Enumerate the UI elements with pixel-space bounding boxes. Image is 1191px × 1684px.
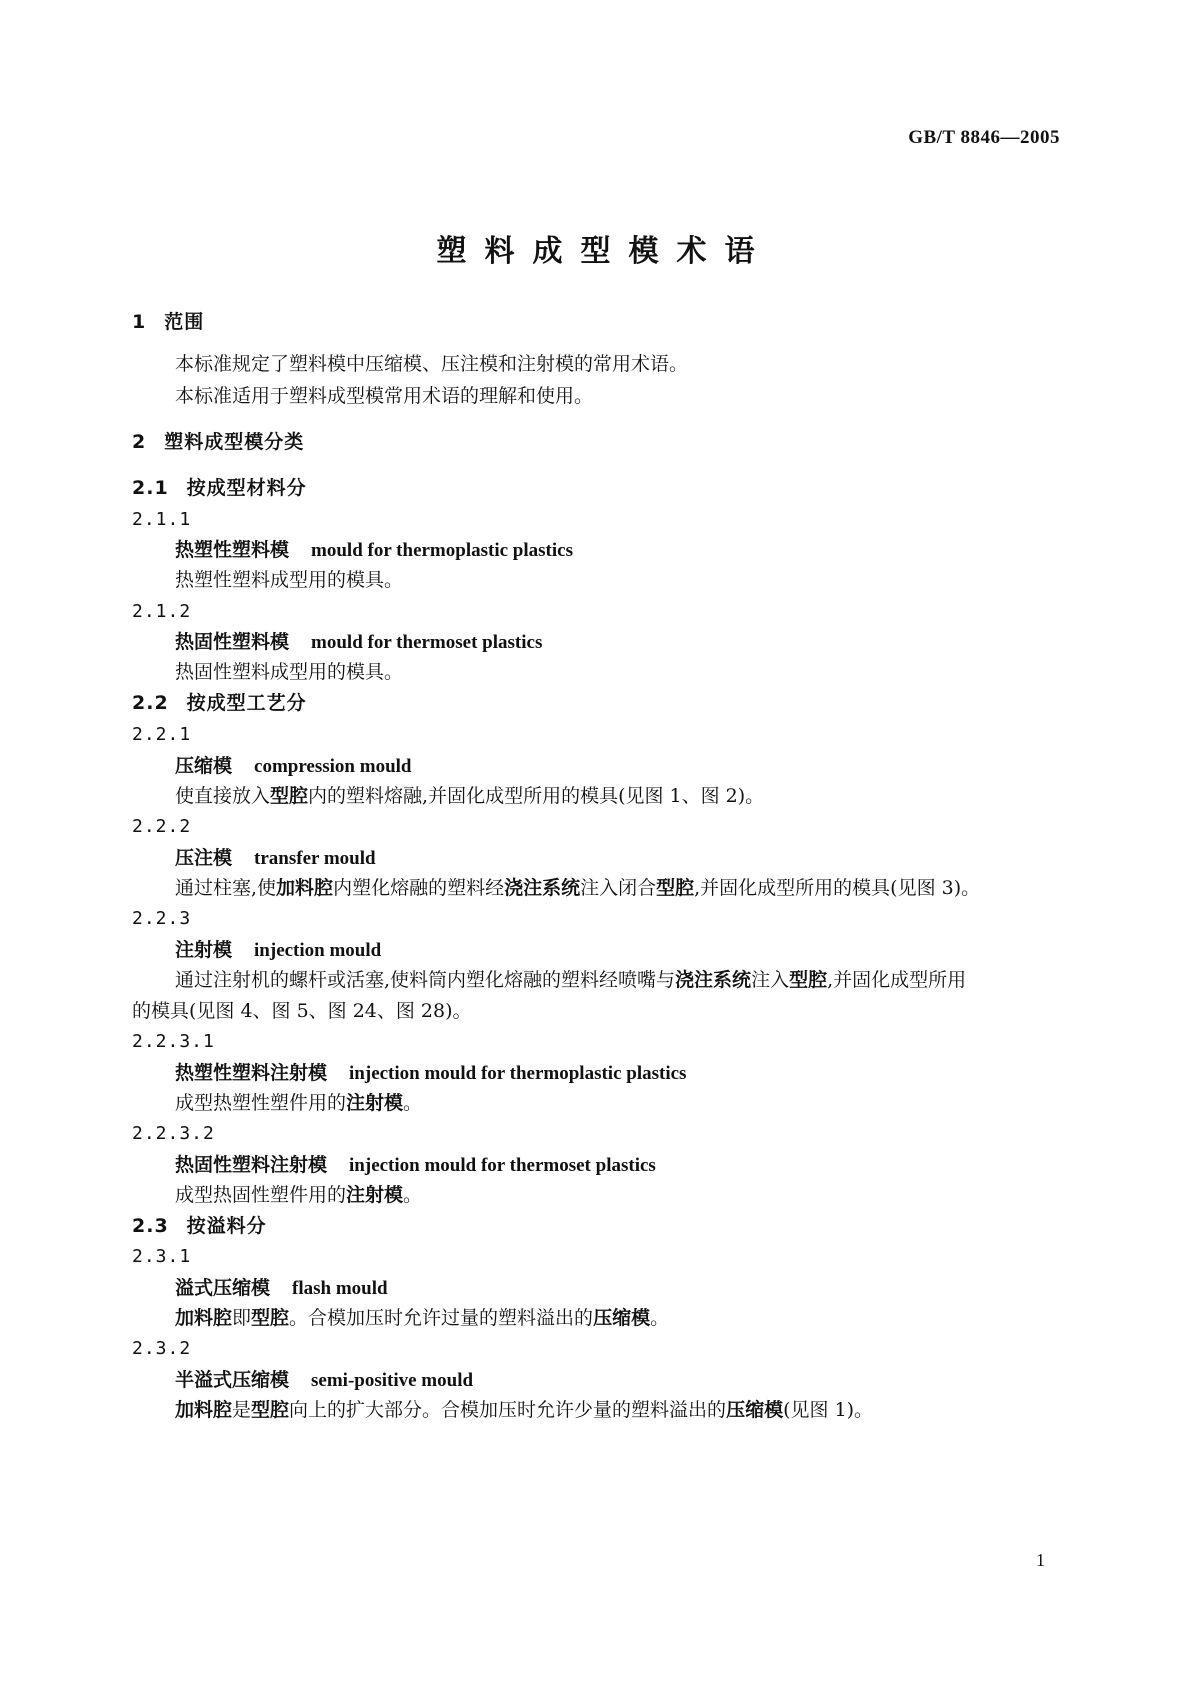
term-english: mould for thermoset plastics (311, 632, 543, 653)
cross-reference: 型腔 (656, 877, 695, 899)
subsection-heading (132, 1214, 267, 1238)
subsection-title: 按成型工艺分 (186, 692, 307, 714)
definition-text: 成型热塑性塑件用的 (175, 1092, 347, 1114)
definition-text: 。 (403, 1092, 423, 1114)
definition-text: 通过柱塞,使 (175, 877, 277, 899)
definition-text: 内塑化熔融的塑料经 (333, 877, 505, 899)
term-definition (175, 1091, 422, 1115)
cross-reference: 加料腔 (175, 1399, 233, 1421)
subsection-heading (132, 476, 307, 500)
term-number: 2.3.2 (132, 1338, 192, 1359)
definition-text: 注入闭合 (580, 877, 657, 899)
definition-text: 。合模加压时允许过量的塑料溢出的 (289, 1307, 594, 1329)
term-number: 2.1.2 (132, 601, 192, 622)
definition-text: 向上的扩大部分。合模加压时允许少量的塑料溢出的 (289, 1399, 727, 1421)
subsection-title: 按溢料分 (186, 1215, 267, 1237)
term-chinese: 溢式压缩模 (175, 1277, 271, 1299)
definition-text: 内的塑料熔融,并固化成型所用的模具(见图 1、图 2)。 (308, 785, 765, 807)
term-english: injection mould (254, 940, 382, 961)
term-definition (175, 1398, 873, 1422)
term-number: 2.2.1 (132, 724, 192, 745)
term-english: semi-positive mould (311, 1370, 474, 1391)
cross-reference: 加料腔 (276, 877, 334, 899)
definition-text: 。 (403, 1184, 423, 1206)
section-title: 塑料成型模分类 (164, 431, 305, 453)
term-number: 2.2.3 (132, 908, 192, 929)
term-entry (175, 754, 412, 779)
term-number: 2.2.3.1 (132, 1031, 215, 1052)
term-chinese: 热塑性塑料模 (175, 539, 290, 561)
term-definition (175, 876, 980, 900)
section-heading (132, 310, 204, 334)
term-english: injection mould for thermoplastic plastics (349, 1063, 687, 1084)
term-chinese: 半溢式压缩模 (175, 1369, 290, 1391)
paragraph: 本标准规定了塑料模中压缩模、压注模和注射模的常用术语。 (175, 353, 689, 375)
section-title: 范围 (164, 311, 205, 333)
definition-text: 。 (650, 1307, 670, 1329)
paragraph: 本标准适用于塑料成型模常用术语的理解和使用。 (175, 385, 594, 407)
term-number: 2.2.2 (132, 816, 192, 837)
definition-text: (见图 1)。 (783, 1399, 874, 1421)
term-chinese: 热固性塑料注射模 (175, 1154, 328, 1176)
page-number: 1 (1036, 1550, 1045, 1570)
term-definition: 热塑性塑料成型用的模具。 (175, 569, 404, 591)
document-title: 塑料成型模术语 (436, 234, 773, 269)
term-definition (175, 784, 764, 808)
term-chinese: 压缩模 (175, 755, 233, 777)
cross-reference: 型腔 (789, 969, 828, 991)
subsection-number: 2.3 (132, 1215, 169, 1237)
term-definition (175, 1183, 422, 1207)
term-chinese: 热固性塑料模 (175, 631, 290, 653)
term-chinese: 热塑性塑料注射模 (175, 1062, 328, 1084)
term-english: mould for thermoplastic plastics (311, 540, 573, 561)
cross-reference: 型腔 (270, 785, 309, 807)
definition-text: 使直接放入 (175, 785, 271, 807)
term-chinese: 注射模 (175, 939, 233, 961)
definition-text: ,并固化成型所用 (827, 969, 967, 991)
definition-text: 注入 (751, 969, 790, 991)
cross-reference: 浇注系统 (675, 969, 752, 991)
term-entry (175, 1368, 473, 1393)
cross-reference: 注射模 (346, 1092, 404, 1114)
subsection-number: 2.1 (132, 477, 169, 499)
term-english: flash mould (292, 1278, 388, 1299)
term-definition (175, 968, 966, 992)
cross-reference: 压缩模 (726, 1399, 784, 1421)
cross-reference: 型腔 (251, 1307, 290, 1329)
definition-text: 是 (232, 1399, 252, 1421)
term-entry (175, 538, 573, 563)
term-entry (175, 846, 376, 871)
definition-continuation: 的模具(见图 4、图 5、图 24、图 28)。 (132, 1000, 472, 1022)
section-number: 2 (132, 431, 147, 453)
term-entry (175, 938, 381, 963)
term-entry (175, 1153, 656, 1178)
term-definition: 热固性塑料成型用的模具。 (175, 661, 404, 683)
term-english: injection mould for thermoset plastics (349, 1155, 656, 1176)
term-english: compression mould (254, 756, 412, 777)
subsection-heading (132, 691, 307, 715)
subsection-number: 2.2 (132, 692, 169, 714)
definition-text: ,并固化成型所用的模具(见图 3)。 (694, 877, 981, 899)
term-english: transfer mould (254, 848, 376, 869)
term-chinese: 压注模 (175, 847, 233, 869)
section-number: 1 (132, 311, 147, 333)
standard-number: GB/T 8846—2005 (908, 127, 1060, 148)
section-heading (132, 430, 304, 454)
term-definition (175, 1306, 669, 1330)
subsection-title: 按成型材料分 (186, 477, 307, 499)
term-entry (175, 630, 542, 655)
cross-reference: 加料腔 (175, 1307, 233, 1329)
cross-reference: 压缩模 (593, 1307, 651, 1329)
term-entry (175, 1276, 388, 1301)
definition-text: 成型热固性塑件用的 (175, 1184, 347, 1206)
term-number: 2.2.3.2 (132, 1123, 215, 1144)
cross-reference: 注射模 (346, 1184, 404, 1206)
cross-reference: 型腔 (251, 1399, 290, 1421)
definition-text: 通过注射机的螺杆或活塞,使料筒内塑化熔融的塑料经喷嘴与 (175, 969, 676, 991)
term-number: 2.1.1 (132, 509, 192, 530)
term-number: 2.3.1 (132, 1246, 192, 1267)
definition-text: 即 (232, 1307, 252, 1329)
cross-reference: 浇注系统 (504, 877, 581, 899)
term-entry (175, 1061, 686, 1086)
